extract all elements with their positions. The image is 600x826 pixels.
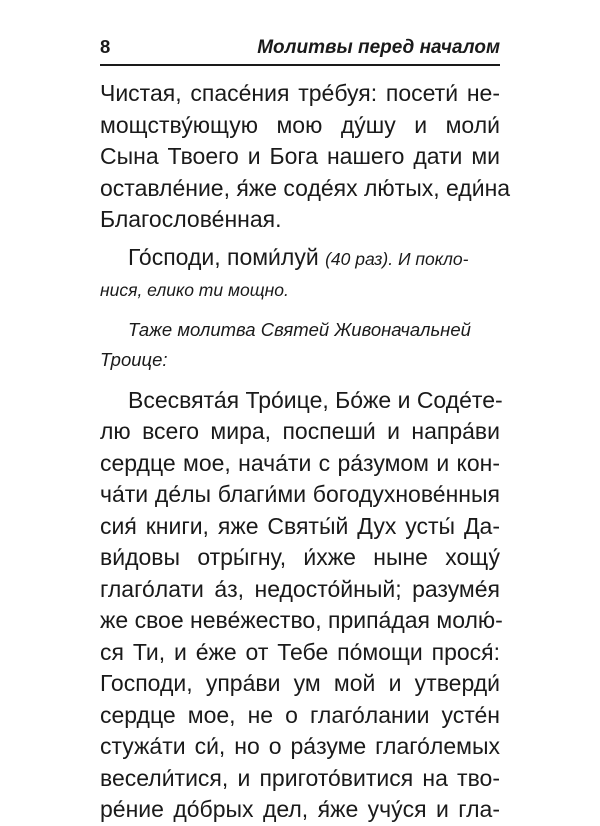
text-line: мощству́ющую мою ду́шу и моли́ bbox=[100, 111, 500, 138]
text-line: ре́ние до́брых дел, я́же учу́ся и гла- bbox=[100, 796, 500, 822]
text-line: сердце мое, нача́ти с ра́зумом и кон- bbox=[100, 449, 500, 476]
rubric-inline: (40 раз). И покло- bbox=[325, 248, 469, 269]
text-line: глаго́лати а́з, недосто́йный; разуме́я bbox=[100, 575, 500, 602]
rubric-line: Таже молитва Святей Живоначальней bbox=[128, 318, 471, 340]
page-number: 8 bbox=[100, 36, 111, 57]
header-rule bbox=[100, 64, 500, 66]
text-line: Чистая, спасе́ния тре́буя: посети́ не- bbox=[100, 80, 500, 106]
text-line: лю всего мира, поспеши́ и напра́ви bbox=[100, 418, 500, 444]
text-line: же свое неве́жество, припа́дая молю́- bbox=[100, 607, 503, 633]
text-line: Господи, упра́ви ум мой и утверди́ bbox=[100, 670, 500, 696]
book-page bbox=[100, 36, 511, 826]
text-line: ча́ти де́лы благи́ми богодухнове́нныя bbox=[100, 481, 500, 507]
text-line: Сына Твоего и Бога нашего дати ми bbox=[100, 143, 500, 169]
paragraph-3 bbox=[100, 385, 503, 826]
text-line: сердце мое, не о глаго́лании усте́н bbox=[100, 701, 500, 728]
rubric bbox=[100, 315, 500, 375]
text-line bbox=[100, 242, 500, 276]
text-line: стужа́ти си́, но о ра́зуме глаго́лемых bbox=[100, 733, 500, 759]
rubric-inline: нися, елико ти мощно. bbox=[100, 280, 289, 300]
text-line: Благослове́нная. bbox=[100, 206, 282, 232]
text-line: ся Ти, и е́же от Тебе по́мощи прося́: bbox=[100, 638, 500, 665]
page-header bbox=[100, 36, 500, 60]
text-line: оставле́ние, я́же соде́ях лю́тых, еди́на bbox=[100, 174, 511, 201]
paragraph-2 bbox=[100, 242, 500, 307]
text-line: ви́довы отры́гну, и́хже ныне хощу́ bbox=[100, 544, 500, 570]
text-line: сия́ книги, яже Святы́й Дух усты́ Да- bbox=[100, 512, 500, 539]
running-title: Молитвы перед началом bbox=[257, 37, 500, 58]
text-line: Всесвята́я Тро́ице, Бо́же и Соде́те- bbox=[128, 386, 503, 413]
prayer-text: Го́споди, поми́луй bbox=[128, 243, 319, 270]
rubric-line: Троице: bbox=[100, 348, 168, 370]
paragraph-1 bbox=[100, 78, 511, 236]
text-line: весели́тися, и пригото́витися на тво- bbox=[100, 764, 500, 791]
